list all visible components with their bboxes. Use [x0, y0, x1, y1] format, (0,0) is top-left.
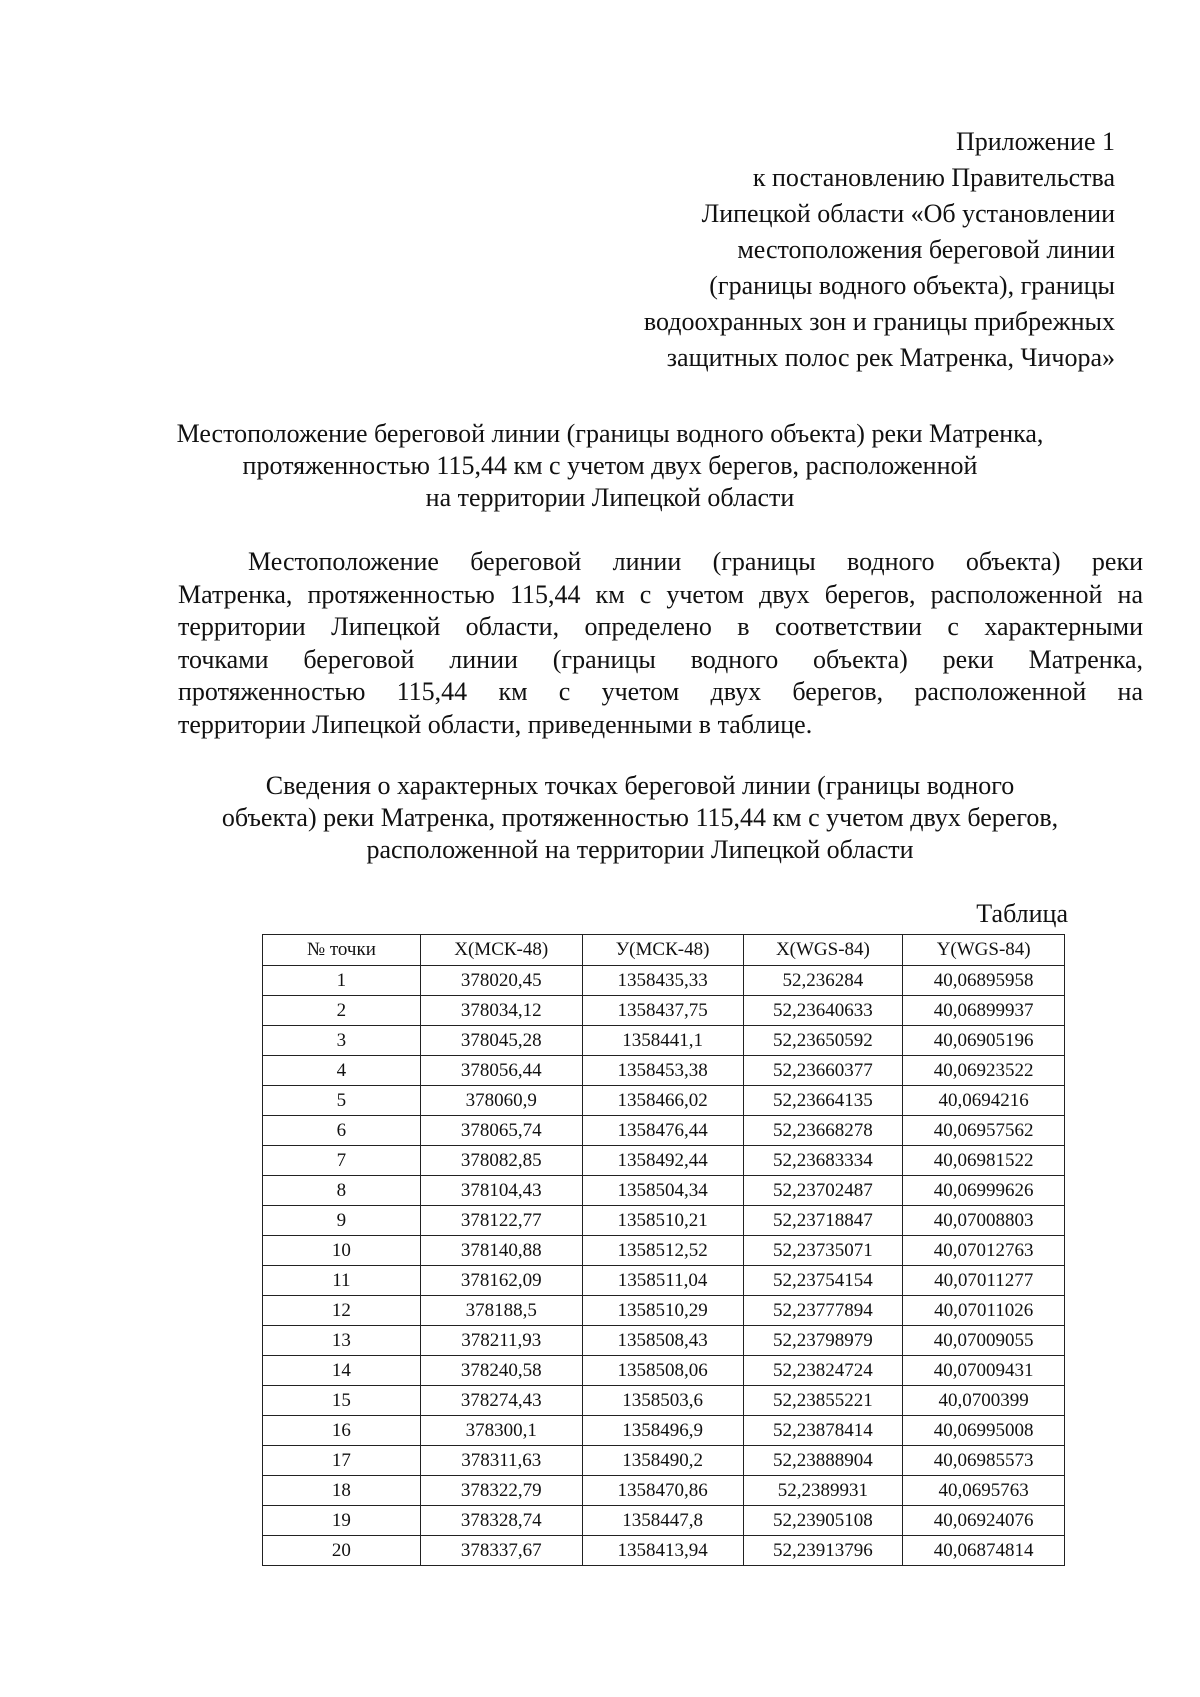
cell-point-number: 12: [263, 1296, 421, 1326]
cell-y-wgs84: 40,06985573: [903, 1446, 1065, 1476]
table-caption: Таблица: [976, 899, 1068, 928]
cell-y-wgs84: 40,06905196: [903, 1026, 1065, 1056]
cell-point-number: 9: [263, 1206, 421, 1236]
table-row: [263, 1116, 1065, 1146]
table-row: [263, 1416, 1065, 1446]
table-row: [263, 1086, 1065, 1116]
appendix-header: [555, 124, 1115, 376]
cell-point-number: 19: [263, 1506, 421, 1536]
appendix-line: Приложение 1: [955, 127, 1115, 156]
cell-x-msk48: 378328,74: [420, 1506, 582, 1536]
subtitle-line: расположенной на территории Липецкой области: [366, 835, 914, 864]
cell-point-number: 13: [263, 1326, 421, 1356]
table-row: [263, 1206, 1065, 1236]
cell-y-wgs84: 40,0695763: [903, 1476, 1065, 1506]
cell-y-msk48: 1358510,29: [582, 1296, 743, 1326]
cell-y-wgs84: 40,06874814: [903, 1536, 1065, 1566]
appendix-line: Липецкой области «Об установлении: [701, 199, 1115, 228]
cell-y-wgs84: 40,07008803: [903, 1206, 1065, 1236]
cell-x-wgs84: 52,23888904: [743, 1446, 903, 1476]
cell-point-number: 14: [263, 1356, 421, 1386]
cell-y-wgs84: 40,06924076: [903, 1506, 1065, 1536]
cell-x-wgs84: 52,23905108: [743, 1506, 903, 1536]
cell-x-msk48: 378056,44: [420, 1056, 582, 1086]
cell-y-msk48: 1358511,04: [582, 1266, 743, 1296]
cell-point-number: 4: [263, 1056, 421, 1086]
cell-y-msk48: 1358441,1: [582, 1026, 743, 1056]
table-row: [263, 1356, 1065, 1386]
cell-point-number: 16: [263, 1416, 421, 1446]
cell-y-msk48: 1358503,6: [582, 1386, 743, 1416]
table-row: [263, 1446, 1065, 1476]
cell-y-wgs84: 40,07009055: [903, 1326, 1065, 1356]
cell-point-number: 18: [263, 1476, 421, 1506]
appendix-line: (границы водного объекта), границы: [709, 271, 1115, 300]
cell-x-wgs84: 52,2389931: [743, 1476, 903, 1506]
cell-x-wgs84: 52,23777894: [743, 1296, 903, 1326]
appendix-line: водоохранных зон и границы прибрежных: [643, 307, 1115, 336]
paragraph-line: точками береговой линии (границы водного объекта) реки Матренка,: [178, 644, 1143, 674]
cell-x-msk48: 378122,77: [420, 1206, 582, 1236]
cell-x-msk48: 378240,58: [420, 1356, 582, 1386]
table-row: [263, 966, 1065, 996]
cell-point-number: 20: [263, 1536, 421, 1566]
cell-point-number: 3: [263, 1026, 421, 1056]
cell-y-msk48: 1358470,86: [582, 1476, 743, 1506]
appendix-line: к постановлению Правительства: [752, 163, 1115, 192]
table-body: [263, 966, 1065, 1566]
column-header-point-number: № точки: [263, 935, 421, 966]
cell-y-msk48: 1358453,38: [582, 1056, 743, 1086]
cell-x-wgs84: 52,23702487: [743, 1176, 903, 1206]
cell-y-msk48: 1358508,06: [582, 1356, 743, 1386]
paragraph-line: Матренка, протяженностью 115,44 км с учетом двух берегов, расположенной на: [178, 579, 1143, 609]
cell-x-wgs84: 52,23660377: [743, 1056, 903, 1086]
table-row: [263, 1266, 1065, 1296]
column-header-x-msk48: Х(МСК-48): [420, 935, 582, 966]
cell-x-wgs84: 52,23754154: [743, 1266, 903, 1296]
cell-y-msk48: 1358437,75: [582, 996, 743, 1026]
appendix-line: местоположения береговой линии: [737, 235, 1115, 264]
cell-x-wgs84: 52,23824724: [743, 1356, 903, 1386]
cell-y-msk48: 1358476,44: [582, 1116, 743, 1146]
cell-point-number: 17: [263, 1446, 421, 1476]
cell-point-number: 2: [263, 996, 421, 1026]
cell-y-wgs84: 40,07011277: [903, 1266, 1065, 1296]
paragraph-line: Местоположение береговой линии (границы водного объекта) реки: [248, 547, 1143, 576]
cell-point-number: 1: [263, 966, 421, 996]
table-header-row: [263, 935, 1065, 966]
cell-x-msk48: 378082,85: [420, 1146, 582, 1176]
table-row: [263, 1386, 1065, 1416]
table-row: [263, 1176, 1065, 1206]
cell-x-wgs84: 52,23913796: [743, 1536, 903, 1566]
cell-x-wgs84: 52,236284: [743, 966, 903, 996]
subtitle-line: Сведения о характерных точках береговой линии (границы водного: [265, 771, 1015, 800]
cell-x-wgs84: 52,23683334: [743, 1146, 903, 1176]
cell-y-msk48: 1358413,94: [582, 1536, 743, 1566]
column-header-y-wgs84: Y(WGS-84): [903, 935, 1065, 966]
appendix-line: защитных полос рек Матренка, Чичора»: [666, 343, 1115, 372]
cell-x-msk48: 378162,09: [420, 1266, 582, 1296]
paragraph-line: территории Липецкой области, приведенными в таблице.: [178, 709, 813, 739]
cell-x-wgs84: 52,23640633: [743, 996, 903, 1026]
column-header-y-msk48: У(МСК-48): [582, 935, 743, 966]
cell-y-msk48: 1358508,43: [582, 1326, 743, 1356]
cell-y-msk48: 1358435,33: [582, 966, 743, 996]
paragraph-line: территории Липецкой области, определено в соответствии с характерными: [178, 612, 1143, 641]
table-row: [263, 1146, 1065, 1176]
cell-point-number: 11: [263, 1266, 421, 1296]
cell-point-number: 15: [263, 1386, 421, 1416]
cell-y-wgs84: 40,06899937: [903, 996, 1065, 1026]
table-row: [263, 1506, 1065, 1536]
paragraph-line: протяженностью 115,44 км с учетом двух берегов, расположенной на: [178, 677, 1143, 706]
cell-y-msk48: 1358512,52: [582, 1236, 743, 1266]
cell-point-number: 5: [263, 1086, 421, 1116]
cell-x-wgs84: 52,23855221: [743, 1386, 903, 1416]
cell-y-wgs84: 40,0700399: [903, 1386, 1065, 1416]
cell-x-wgs84: 52,23664135: [743, 1086, 903, 1116]
table-row: [263, 996, 1065, 1026]
cell-x-wgs84: 52,23650592: [743, 1026, 903, 1056]
cell-point-number: 6: [263, 1116, 421, 1146]
document-title: [160, 418, 1060, 514]
table-row: [263, 1296, 1065, 1326]
cell-y-msk48: 1358504,34: [582, 1176, 743, 1206]
cell-y-wgs84: 40,06895958: [903, 966, 1065, 996]
cell-y-wgs84: 40,07011026: [903, 1296, 1065, 1326]
cell-x-msk48: 378211,93: [420, 1326, 582, 1356]
body-paragraph: [178, 546, 1143, 741]
table-row: [263, 1026, 1065, 1056]
cell-y-wgs84: 40,06995008: [903, 1416, 1065, 1446]
title-line: протяженностью 115,44 км с учетом двух берегов, расположенной: [242, 451, 978, 480]
title-line: Местоположение береговой линии (границы водного объекта) реки Матренка,: [176, 419, 1044, 448]
cell-point-number: 10: [263, 1236, 421, 1266]
cell-x-msk48: 378322,79: [420, 1476, 582, 1506]
cell-x-wgs84: 52,23735071: [743, 1236, 903, 1266]
cell-y-wgs84: 40,07009431: [903, 1356, 1065, 1386]
cell-y-msk48: 1358466,02: [582, 1086, 743, 1116]
cell-y-msk48: 1358492,44: [582, 1146, 743, 1176]
subtitle-line: объекта) реки Матренка, протяженностью 115,44 км с учетом двух берегов,: [221, 803, 1059, 832]
cell-y-wgs84: 40,06981522: [903, 1146, 1065, 1176]
table-row: [263, 1056, 1065, 1086]
column-header-x-wgs84: Х(WGS-84): [743, 935, 903, 966]
cell-x-msk48: 378020,45: [420, 966, 582, 996]
cell-y-msk48: 1358510,21: [582, 1206, 743, 1236]
cell-y-msk48: 1358496,9: [582, 1416, 743, 1446]
cell-y-msk48: 1358490,2: [582, 1446, 743, 1476]
cell-x-msk48: 378034,12: [420, 996, 582, 1026]
cell-x-wgs84: 52,23718847: [743, 1206, 903, 1236]
cell-x-msk48: 378140,88: [420, 1236, 582, 1266]
cell-x-msk48: 378060,9: [420, 1086, 582, 1116]
cell-x-wgs84: 52,23798979: [743, 1326, 903, 1356]
cell-y-wgs84: 40,06999626: [903, 1176, 1065, 1206]
cell-y-wgs84: 40,0694216: [903, 1086, 1065, 1116]
table-row: [263, 1326, 1065, 1356]
cell-x-msk48: 378274,43: [420, 1386, 582, 1416]
title-line: на территории Липецкой области: [425, 483, 795, 512]
cell-x-msk48: 378065,74: [420, 1116, 582, 1146]
cell-x-msk48: 378300,1: [420, 1416, 582, 1446]
cell-y-wgs84: 40,07012763: [903, 1236, 1065, 1266]
cell-x-msk48: 378188,5: [420, 1296, 582, 1326]
cell-x-msk48: 378104,43: [420, 1176, 582, 1206]
coordinates-table: [262, 934, 1065, 1566]
cell-y-wgs84: 40,06957562: [903, 1116, 1065, 1146]
cell-y-msk48: 1358447,8: [582, 1506, 743, 1536]
cell-x-msk48: 378337,67: [420, 1536, 582, 1566]
cell-point-number: 8: [263, 1176, 421, 1206]
cell-x-msk48: 378045,28: [420, 1026, 582, 1056]
cell-x-wgs84: 52,23668278: [743, 1116, 903, 1146]
cell-x-wgs84: 52,23878414: [743, 1416, 903, 1446]
cell-point-number: 7: [263, 1146, 421, 1176]
table-subtitle: [190, 770, 1090, 866]
cell-y-wgs84: 40,06923522: [903, 1056, 1065, 1086]
table-row: [263, 1476, 1065, 1506]
table-row: [263, 1536, 1065, 1566]
table-row: [263, 1236, 1065, 1266]
cell-x-msk48: 378311,63: [420, 1446, 582, 1476]
